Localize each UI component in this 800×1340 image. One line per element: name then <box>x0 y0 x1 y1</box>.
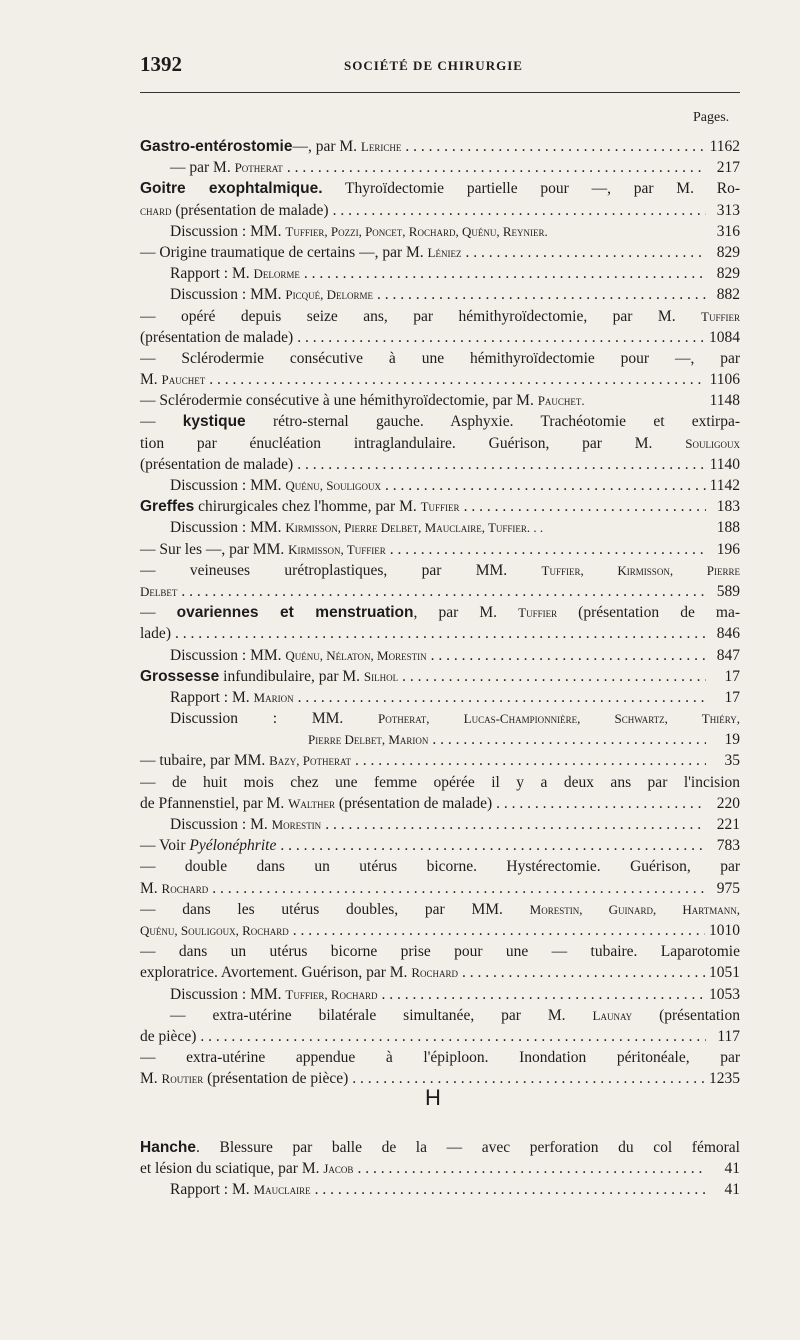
index-line <box>140 645 740 666</box>
author-name: Marion <box>253 689 294 705</box>
index-line <box>140 242 740 263</box>
entry-text: Rapport : M. <box>170 688 254 706</box>
entry-text: (présentation de malade) <box>140 328 294 346</box>
dot-leader <box>496 793 706 814</box>
entry-text: Pyélonéphrite <box>189 837 277 855</box>
entry-text: — opéré depuis seize ans, par hémithyroïdectomie, par M. <box>140 307 702 325</box>
dot-leader <box>209 369 705 390</box>
page-reference: 1148 <box>709 392 740 410</box>
page-reference: 221 <box>716 816 740 833</box>
index-line <box>140 666 740 687</box>
index-line <box>140 1005 740 1026</box>
author-name: Tuffier, Rochard <box>285 986 378 1002</box>
page-reference: 117 <box>717 1027 740 1045</box>
dot-leader <box>432 729 706 750</box>
page-reference: 589 <box>716 582 740 600</box>
page-reference: 19 <box>724 731 740 749</box>
page-number: 1392 <box>140 52 182 76</box>
author-name: Quénu, Nélaton, Morestin <box>285 647 427 663</box>
entry-label <box>140 1026 196 1047</box>
entry-label <box>170 221 548 242</box>
entry-heading: Greffes <box>140 498 195 516</box>
dot-leader <box>462 962 705 983</box>
pages-column-label: Pages. <box>693 110 730 125</box>
entry-text: (présentation de malade) <box>171 201 329 219</box>
page-reference: 1140 <box>709 455 740 473</box>
page-reference: 1051 <box>709 964 740 982</box>
page-reference: 17 <box>724 667 740 685</box>
entry-label <box>170 645 427 666</box>
index-line <box>140 1026 740 1047</box>
entry-text: (présentation de malade) <box>335 794 493 812</box>
entry-label <box>140 454 293 475</box>
entry-heading: Grossesse <box>140 667 220 685</box>
index-line <box>140 835 740 856</box>
dot-leader <box>355 750 706 771</box>
dot-leader <box>352 1068 705 1089</box>
page-header <box>140 52 740 82</box>
dot-leader <box>298 687 706 708</box>
entry-text: — veineuses urétroplastiques, par MM. <box>140 561 542 579</box>
author-name: Kirmisson, Tuffier <box>288 541 386 557</box>
index-line <box>140 433 740 454</box>
entry-label <box>140 623 171 644</box>
dot-leader <box>297 327 705 348</box>
entry-label <box>170 157 283 178</box>
entry-label <box>170 284 373 305</box>
entry-label <box>140 496 460 517</box>
entry-text: — tubaire, par MM. <box>140 752 270 770</box>
page-reference: 41 <box>724 1160 740 1178</box>
index-entries <box>140 136 740 1089</box>
index-line <box>140 1158 740 1179</box>
entry-text: — dans les utérus doubles, par MM. <box>140 900 530 918</box>
entry-text: de Pfannenstiel, par M. <box>140 794 289 812</box>
index-line <box>140 708 740 729</box>
entry-text: Discussion : MM. <box>170 646 286 664</box>
dot-leader <box>464 496 706 517</box>
entry-text: lade) <box>140 625 171 643</box>
author-name: Tuffier, Kirmisson, Pierre <box>541 562 740 578</box>
entry-text: rétro-sternal gauche. Asphyxie. Trachéotomie et extirpa- <box>245 413 740 431</box>
author-name: Pauchet. <box>537 393 585 409</box>
entry-text: — extra-utérine bilatérale simultanée, par M. <box>170 1006 593 1024</box>
entry-label <box>140 1158 353 1179</box>
index-line <box>140 602 740 623</box>
page-reference: 188 <box>716 519 740 537</box>
dot-leader <box>315 1179 706 1200</box>
entry-text: — double dans un utérus bicorne. Hystérectomie. Guérison, par <box>140 858 740 876</box>
entry-text: Discussion : MM. <box>170 710 379 728</box>
entry-text: — Voir <box>140 837 190 855</box>
page-reference: 1010 <box>709 921 740 939</box>
page-reference: 783 <box>716 837 740 855</box>
author-name: Léniez <box>427 244 462 260</box>
index-line <box>140 687 740 708</box>
page-reference: 846 <box>716 625 740 643</box>
author-name: Routier <box>161 1071 204 1087</box>
entry-text: Discussion : MM. <box>170 222 286 240</box>
author-name: Potherat, Lucas-Championnière, Schwartz, Thiéry, <box>378 711 740 727</box>
dot-leader <box>431 645 706 666</box>
index-line <box>140 221 740 242</box>
author-name: Rochard <box>411 965 458 981</box>
index-line <box>140 941 740 962</box>
entry-text: , par M. <box>413 604 519 622</box>
entry-text: — par M. <box>170 159 235 177</box>
page-reference: 183 <box>716 498 740 516</box>
index-line <box>140 1179 740 1200</box>
author-name: Quénu, Souligoux, Rochard <box>140 922 289 938</box>
entry-label <box>140 242 461 263</box>
page-reference: 1053 <box>709 985 740 1003</box>
page-reference: 41 <box>724 1181 740 1199</box>
entry-text: M. <box>140 1070 162 1088</box>
running-title: SOCIÉTÉ DE CHIRURGIE <box>344 58 523 73</box>
page-reference: 196 <box>716 540 740 558</box>
index-line <box>140 327 740 348</box>
page-reference: 316 <box>716 222 740 240</box>
entry-text: — Origine traumatique de certains —, par M. <box>140 243 428 261</box>
entry-text: . Blessure par balle de la — avec perforation du col fémoral <box>196 1139 740 1156</box>
index-line <box>140 623 740 644</box>
page-reference: 882 <box>716 286 740 304</box>
entry-label <box>140 390 585 411</box>
entry-text: exploratrice. Avortement. Guérison, par M. <box>140 964 412 982</box>
entry-text: — <box>140 413 183 431</box>
entry-text: — Sur les —, par MM. <box>140 540 289 558</box>
entry-label <box>140 666 398 687</box>
page-reference: 35 <box>724 752 740 770</box>
author-name: Picqué, Delorme <box>285 287 374 303</box>
dot-leader <box>212 878 706 899</box>
entry-label <box>140 200 329 221</box>
index-line <box>140 178 740 199</box>
author-name: Silhol <box>363 668 399 684</box>
entry-label <box>140 878 208 899</box>
dot-leader <box>181 581 706 602</box>
index-line <box>140 920 740 941</box>
author-name: Morestin, Guinard, Hartmann, <box>529 901 740 917</box>
entry-text: Thyroïdectomie partielle pour —, par M. Ro- <box>322 180 740 198</box>
page-reference: 313 <box>716 201 740 219</box>
entry-text: (présentation de pièce) <box>203 1070 349 1088</box>
index-line <box>140 581 740 602</box>
entry-label <box>308 729 428 750</box>
entry-label <box>170 475 381 496</box>
entry-label <box>140 920 289 941</box>
dot-leader <box>304 263 706 284</box>
entry-text: Discussion : MM. <box>170 519 286 537</box>
dot-leader <box>385 475 706 496</box>
author-name: Tuffier, Pozzi, Poncet, Rochard, Quénu, Reynier. <box>285 223 548 239</box>
entry-text: — <box>140 604 177 622</box>
entry-label <box>140 962 458 983</box>
index-line <box>140 814 740 835</box>
dot-leader <box>402 666 706 687</box>
entry-heading: ovariennes et menstruation <box>176 604 414 622</box>
index-line <box>140 793 740 814</box>
index-line <box>140 454 740 475</box>
page-reference: 220 <box>716 794 740 812</box>
entry-text: Rapport : M. <box>170 1181 254 1199</box>
index-line <box>140 878 740 899</box>
entry-text: — de huit mois chez une femme opérée il y a deux ans par l'incision <box>140 773 740 791</box>
author-name: chard <box>140 202 172 218</box>
page-reference: 975 <box>716 879 740 897</box>
index-line <box>140 263 740 284</box>
index-line <box>140 984 740 1005</box>
author-name: Tuffier <box>701 308 740 324</box>
entry-text: Discussion : MM. <box>170 985 286 1003</box>
index-line <box>140 348 740 369</box>
dot-leader <box>175 623 706 644</box>
entry-text: —, par M. <box>292 138 361 155</box>
entry-label <box>140 835 276 856</box>
index-line <box>140 284 740 305</box>
author-name: Morestin <box>271 817 322 832</box>
entry-text: et lésion du sciatique, par M. <box>140 1160 324 1178</box>
author-name: Rochard <box>161 880 209 896</box>
dot-leader <box>377 284 706 305</box>
dot-leader <box>333 200 706 221</box>
entry-label <box>170 1179 311 1200</box>
entry-text: infundibulaire, par M. <box>219 667 364 685</box>
page-reference: 1235 <box>709 1070 740 1088</box>
entry-text: de pièce) <box>140 1027 197 1045</box>
page-reference: 1106 <box>709 371 740 389</box>
entry-label <box>140 1068 348 1089</box>
entry-text: chirurgicales chez l'homme, par M. <box>194 498 421 516</box>
entry-label <box>170 687 294 708</box>
entry-label <box>170 814 321 835</box>
index-line <box>140 136 740 157</box>
author-name: Kirmisson, Pierre Delbet, Mauclaire, Tuffier. . . <box>285 520 544 536</box>
dot-leader <box>390 539 706 560</box>
author-name: Walther <box>288 795 336 811</box>
dot-leader <box>357 1158 706 1179</box>
entry-label <box>140 793 492 814</box>
dot-leader <box>405 136 705 157</box>
index-line <box>140 496 740 517</box>
dot-leader <box>293 920 705 941</box>
index-line <box>140 1047 740 1068</box>
entry-label <box>170 984 378 1005</box>
dot-leader <box>280 835 706 856</box>
entry-heading: kystique <box>182 413 246 431</box>
index-line <box>140 899 740 920</box>
author-name: Tuffier <box>420 499 460 515</box>
index-line <box>140 517 740 538</box>
page-reference: 1162 <box>709 138 740 155</box>
index-line <box>140 200 740 221</box>
author-name: Mauclaire <box>253 1182 311 1198</box>
page-reference: 1142 <box>709 477 740 494</box>
entry-text: Discussion : MM. <box>170 286 286 304</box>
entry-text: Rapport : M. <box>170 265 254 283</box>
entry-text: (présentation de ma- <box>557 604 740 622</box>
author-name: Tuffier <box>518 605 558 621</box>
page-reference: 217 <box>716 159 740 177</box>
entry-label <box>140 581 177 602</box>
dot-leader <box>465 242 706 263</box>
author-name: Souligoux <box>685 435 740 451</box>
entry-label <box>170 263 300 284</box>
author-name: Jacob <box>323 1161 354 1177</box>
entry-label <box>140 136 401 157</box>
entry-heading: Goitre exophtalmique. <box>140 180 323 198</box>
entry-text: Discussion : M. <box>170 816 272 833</box>
index-line <box>140 306 740 327</box>
dot-leader <box>287 157 706 178</box>
page-reference: 829 <box>716 265 740 283</box>
entry-text: (présentation de malade) <box>140 455 294 473</box>
author-name: Pauchet <box>161 372 206 388</box>
index-line <box>140 369 740 390</box>
index-line <box>140 475 740 496</box>
entry-text: — dans un utérus bicorne prise pour une — tubaire. Laparotomie <box>140 943 740 961</box>
page-reference: 847 <box>716 646 740 664</box>
dot-leader <box>297 454 705 475</box>
entry-text: — extra-utérine appendue à l'épiploon. Inondation péritonéale, par <box>140 1049 740 1067</box>
author-name: Quénu, Souligoux <box>285 478 382 493</box>
dot-leader <box>325 814 706 835</box>
index-line <box>140 729 740 750</box>
dot-leader <box>382 984 705 1005</box>
entry-heading: Hanche <box>140 1139 196 1156</box>
entry-label <box>140 327 293 348</box>
page-reference: 1084 <box>709 328 740 346</box>
page-reference: 829 <box>716 243 740 261</box>
author-name: Bazy, Potherat <box>269 753 352 769</box>
author-name: Delorme <box>253 266 300 282</box>
author-name: Pierre Delbet, Marion <box>308 732 429 748</box>
entry-text: Discussion : MM. <box>170 477 286 494</box>
entry-text: — Sclérodermie consécutive à une hémithyroïdectomie, par M. <box>140 392 538 410</box>
index-line <box>140 856 740 877</box>
index-line <box>140 962 740 983</box>
author-name: Potherat <box>234 160 283 176</box>
index-line <box>140 390 740 411</box>
header-rule <box>140 92 740 93</box>
index-line <box>140 411 740 432</box>
entry-text: tion par énucléation intraglandulaire. Guérison, par M. <box>140 434 686 452</box>
entry-heading: Gastro-entérostomie <box>140 138 293 155</box>
index-line <box>140 772 740 793</box>
page-reference: 17 <box>724 688 740 706</box>
author-name: Leriche <box>360 139 402 154</box>
entry-label <box>140 369 205 390</box>
entry-text: (présentation <box>632 1006 740 1024</box>
index-line <box>140 560 740 581</box>
index-entries-h <box>140 1137 740 1201</box>
entry-label <box>140 750 351 771</box>
entry-text: — Sclérodermie consécutive à une hémithyroïdectomie pour —, par <box>140 349 740 367</box>
author-name: Delbet <box>140 583 178 599</box>
author-name: Launay <box>592 1007 633 1023</box>
section-letter: H <box>425 1085 441 1110</box>
dot-leader <box>200 1026 706 1047</box>
entry-text: M. <box>140 879 162 897</box>
entry-label <box>140 539 386 560</box>
entry-label <box>170 517 543 538</box>
index-line <box>140 1137 740 1158</box>
index-line <box>140 157 740 178</box>
entry-text: M. <box>140 371 162 389</box>
index-line <box>140 539 740 560</box>
index-line <box>140 750 740 771</box>
